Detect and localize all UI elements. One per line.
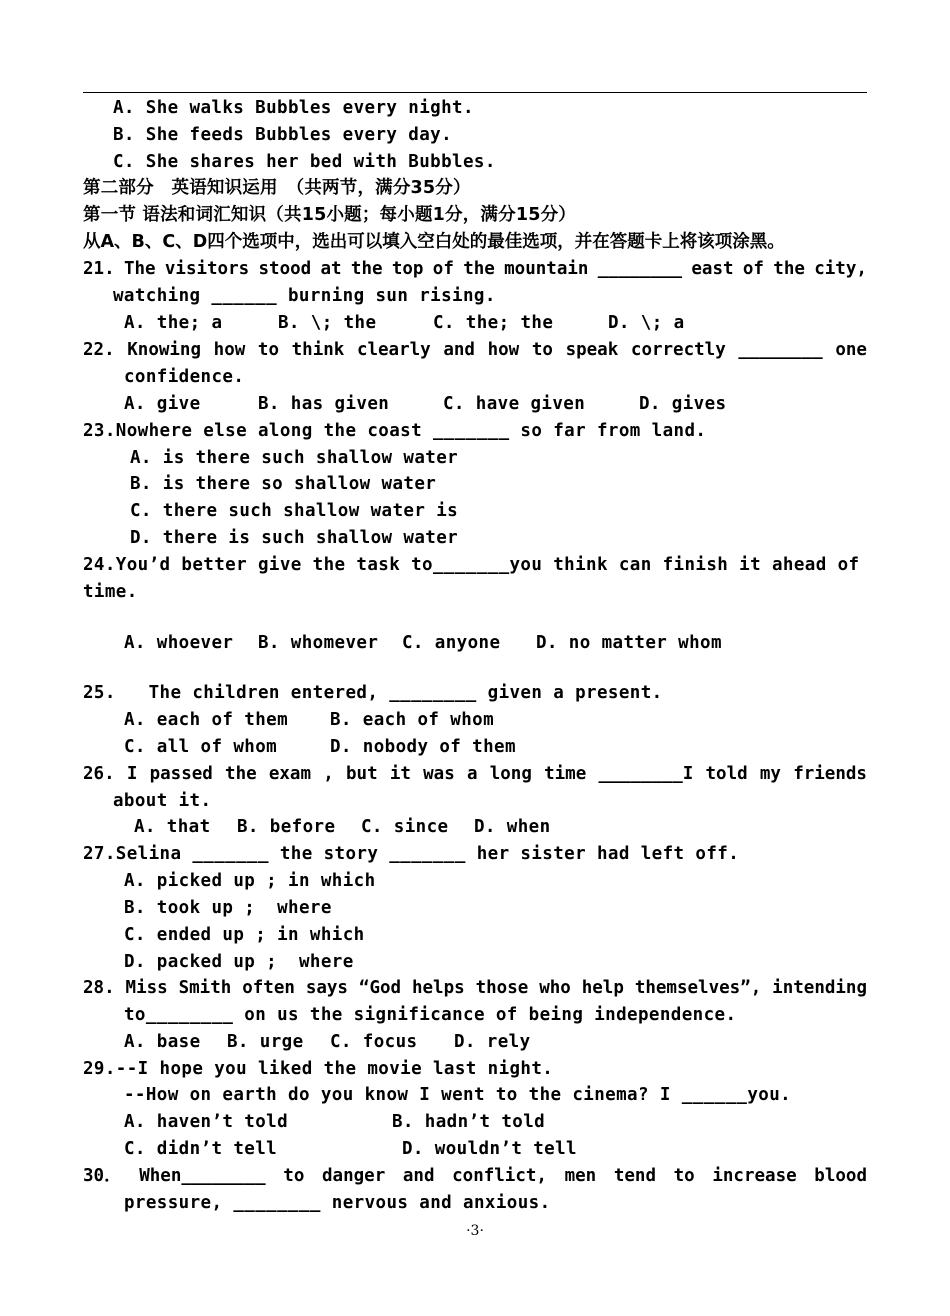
- q30-stem: 30． When________ to danger and conflict, men tend to increase blood: [83, 1166, 867, 1186]
- q25-option-c: C. all of whom: [124, 737, 278, 757]
- q28-option-d: D. rely: [454, 1032, 531, 1052]
- q21-option-c: C. the; the: [433, 313, 554, 333]
- prev-option-b: B. She feeds Bubbles every day.: [113, 125, 453, 145]
- q30-stem-continued: pressure, ________ nervous and anxious.: [124, 1193, 551, 1213]
- q21-stem-continued: watching ______ burning sun rising.: [113, 286, 496, 306]
- q23-stem: 23.Nowhere else along the coast _______ so far from land.: [83, 421, 707, 441]
- q25-option-a: A. each of them: [124, 710, 289, 730]
- q23-option-c: C. there such shallow water is: [130, 501, 459, 521]
- q29-option-b: B. hadn’t told: [392, 1112, 546, 1132]
- prev-option-c: C. She shares her bed with Bubbles.: [113, 152, 496, 172]
- q27-option-b: B. took up ; where: [124, 898, 332, 918]
- header-rule: [83, 92, 867, 93]
- q26-option-d: D. when: [474, 817, 551, 837]
- q21-option-b: B. \; the: [278, 313, 377, 333]
- q24-option-a: A. whoever: [124, 633, 234, 653]
- q24-option-d: D. no matter whom: [536, 633, 722, 653]
- q27-option-c: C. ended up ; in which: [124, 925, 365, 945]
- q27-option-a: A. picked up ; in which: [124, 871, 376, 891]
- q26-option-c: C. since: [361, 817, 449, 837]
- q23-option-a: A. is there such shallow water: [130, 448, 459, 468]
- q27-option-d: D. packed up ; where: [124, 952, 354, 972]
- part-heading: 第二部分 英语知识运用 （共两节，满分35分）: [83, 178, 471, 198]
- prev-option-a: A. She walks Bubbles every night.: [113, 98, 474, 118]
- q22-option-b: B. has given: [258, 394, 390, 414]
- q22-stem-continued: confidence.: [124, 367, 245, 387]
- q29-option-d: D. wouldn’t tell: [402, 1139, 577, 1159]
- q24-stem-continued: time.: [83, 582, 138, 602]
- q26-option-b: B. before: [237, 817, 336, 837]
- q26-stem-continued: about it.: [113, 791, 212, 811]
- q28-option-a: A. base: [124, 1032, 201, 1052]
- q24-option-c: C. anyone: [402, 633, 501, 653]
- q29-option-a: A. haven’t told: [124, 1112, 289, 1132]
- q22-option-a: A. give: [124, 394, 201, 414]
- q29-stem-continued: --How on earth do you know I went to the cinema? I ______you.: [124, 1085, 792, 1105]
- q23-option-b: B. is there so shallow water: [130, 474, 437, 494]
- q22-option-d: D. gives: [639, 394, 727, 414]
- q22-option-c: C. have given: [443, 394, 586, 414]
- instruction: 从A、B、C、D四个选项中，选出可以填入空白处的最佳选项，并在答题卡上将该项涂黑。: [83, 232, 785, 252]
- q24-option-b: B. whomever: [258, 633, 379, 653]
- q28-stem-continued: to________ on us the significance of being independence.: [124, 1005, 737, 1025]
- q23-option-d: D. there is such shallow water: [130, 528, 459, 548]
- q28-option-b: B. urge: [227, 1032, 304, 1052]
- q29-stem: 29.--I hope you liked the movie last night.: [83, 1059, 554, 1079]
- q29-option-c: C. didn’t tell: [124, 1139, 278, 1159]
- q21-stem: 21. The visitors stood at the top of the mountain ________ east of the city,: [83, 259, 867, 279]
- q25-option-b: B. each of whom: [330, 710, 495, 730]
- q21-option-a: A. the; a: [124, 313, 223, 333]
- section-heading: 第一节 语法和词汇知识（共15小题；每小题1分，满分15分）: [83, 205, 576, 225]
- q24-stem: 24.You’d better give the task to_______you think can finish it ahead of: [83, 555, 860, 575]
- page-number: ·3·: [466, 1223, 484, 1239]
- q25-option-d: D. nobody of them: [330, 737, 516, 757]
- q27-stem: 27.Selina _______ the story _______ her sister had left off.: [83, 844, 740, 864]
- q21-option-d: D. \; a: [608, 313, 685, 333]
- q28-option-c: C. focus: [330, 1032, 418, 1052]
- q25-stem: 25. The children entered, ________ given a present.: [83, 683, 663, 703]
- q28-stem: 28. Miss Smith often says “God helps those who help themselves”, intending: [83, 978, 867, 998]
- q26-stem: 26. I passed the exam , but it was a long time ________I told my friends: [83, 764, 867, 784]
- q22-stem: 22. Knowing how to think clearly and how to speak correctly ________ one: [83, 340, 867, 360]
- q26-option-a: A. that: [134, 817, 211, 837]
